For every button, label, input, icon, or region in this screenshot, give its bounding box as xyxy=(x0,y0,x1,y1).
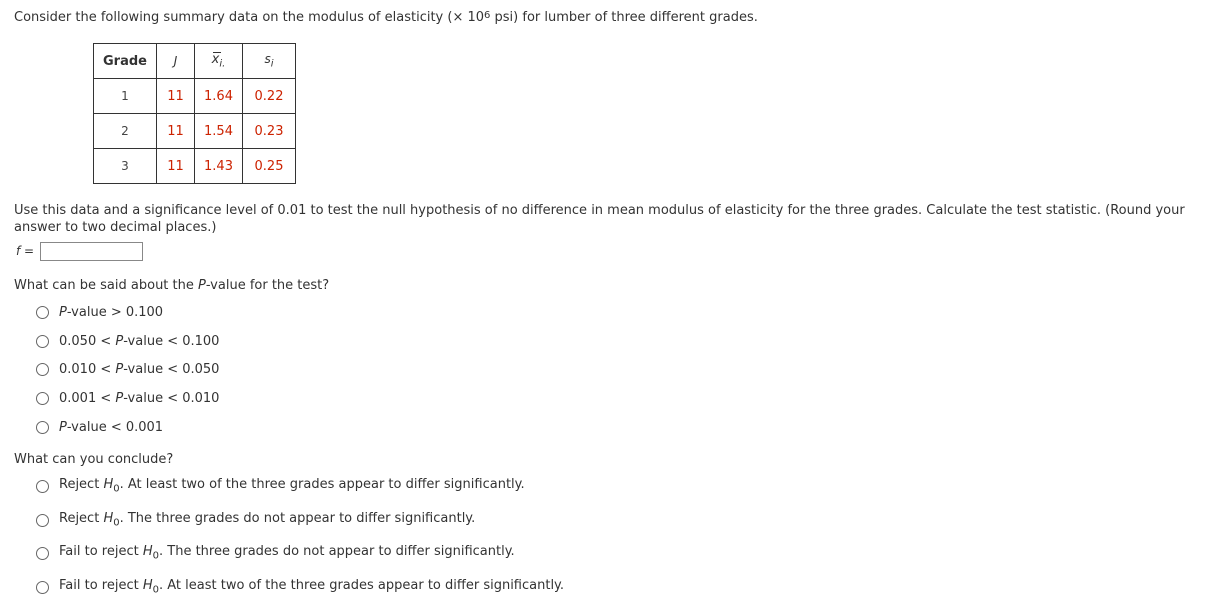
summary-table xyxy=(93,43,296,184)
header-j: J xyxy=(157,44,195,79)
cell-xbar: 1.64 xyxy=(195,79,243,114)
cell-xbar: 1.54 xyxy=(195,114,243,149)
cell-j: 11 xyxy=(157,149,195,184)
intro-text: Consider the following summary data on the modulus of elasticity (× 10 xyxy=(14,10,485,25)
pvalue-question xyxy=(14,278,329,293)
pvalue-option-5[interactable] xyxy=(36,419,163,435)
radio-button[interactable] xyxy=(36,306,49,319)
cell-j: 11 xyxy=(157,114,195,149)
radio-button[interactable] xyxy=(36,547,49,560)
cell-xbar: 1.43 xyxy=(195,149,243,184)
pvalue-question-text-end: -value for the test? xyxy=(205,278,330,293)
cell-grade: 2 xyxy=(94,114,157,149)
radio-button[interactable] xyxy=(36,581,49,594)
option-label: 0.001 < P-value < 0.010 xyxy=(59,390,220,406)
problem-intro xyxy=(14,10,758,25)
pvalue-question-text: What can be said about the xyxy=(14,278,198,293)
intro-exponent: 6 xyxy=(484,10,491,21)
pvalue-option-1[interactable] xyxy=(36,304,163,320)
radio-button[interactable] xyxy=(36,392,49,405)
header-xbar xyxy=(195,44,243,79)
cell-grade: 1 xyxy=(94,79,157,114)
conclude-question: What can you conclude? xyxy=(14,452,174,467)
header-grade: Grade xyxy=(94,44,157,79)
option-label: Reject $H_0$. The three grades do not appear to differ significantly. xyxy=(59,511,476,529)
intro-text-end: psi) for lumber of three different grades. xyxy=(490,10,758,25)
cell-s: 0.25 xyxy=(243,149,296,184)
pvalue-question-p: P xyxy=(198,278,206,293)
f-statistic-input[interactable] xyxy=(40,242,143,261)
cell-j: 11 xyxy=(157,79,195,114)
xbar-letter: x xyxy=(211,52,220,68)
radio-button[interactable] xyxy=(36,421,49,434)
radio-button[interactable] xyxy=(36,514,49,527)
option-label: Fail to reject $H_0$. The three grades do not appear to differ significantly. xyxy=(59,544,515,562)
option-label: P-value < 0.001 xyxy=(59,419,164,435)
xbar-symbol xyxy=(212,52,226,70)
cell-grade: 3 xyxy=(94,149,157,184)
conclude-option-3[interactable] xyxy=(36,545,515,561)
s-subscript: i xyxy=(270,58,274,70)
table-row xyxy=(94,149,296,184)
xbar-subscript: i. xyxy=(219,58,226,70)
conclude-option-2[interactable] xyxy=(36,512,475,528)
pvalue-option-2[interactable] xyxy=(36,333,219,349)
pvalue-option-3[interactable] xyxy=(36,361,219,377)
option-label: 0.010 < P-value < 0.050 xyxy=(59,361,220,377)
instructions-text: Use this data and a significance level of 0.01 to test the null hypothesis of no difference in mean modulus of elasticity for the three grades. Calculate the test statistic. (Round your answer to two decimal places.) xyxy=(14,203,1185,235)
table-header-row xyxy=(94,44,296,79)
table-row xyxy=(94,114,296,149)
radio-button[interactable] xyxy=(36,335,49,348)
conclude-option-4[interactable] xyxy=(36,579,564,595)
option-label: Fail to reject $H_0$. At least two of the three grades appear to differ significantly. xyxy=(59,578,565,596)
option-label: Reject $H_0$. At least two of the three grades appear to differ significantly. xyxy=(59,477,525,495)
radio-button[interactable] xyxy=(36,363,49,376)
pvalue-option-4[interactable] xyxy=(36,390,219,406)
header-s xyxy=(243,44,296,79)
table-row xyxy=(94,79,296,114)
radio-button[interactable] xyxy=(36,480,49,493)
conclude-option-1[interactable] xyxy=(36,478,525,494)
option-label: P-value > 0.100 xyxy=(59,304,164,320)
option-label: 0.050 < P-value < 0.100 xyxy=(59,333,220,349)
cell-s: 0.22 xyxy=(243,79,296,114)
f-label: f = xyxy=(16,244,35,258)
cell-s: 0.23 xyxy=(243,114,296,149)
s-letter: s xyxy=(264,52,271,67)
